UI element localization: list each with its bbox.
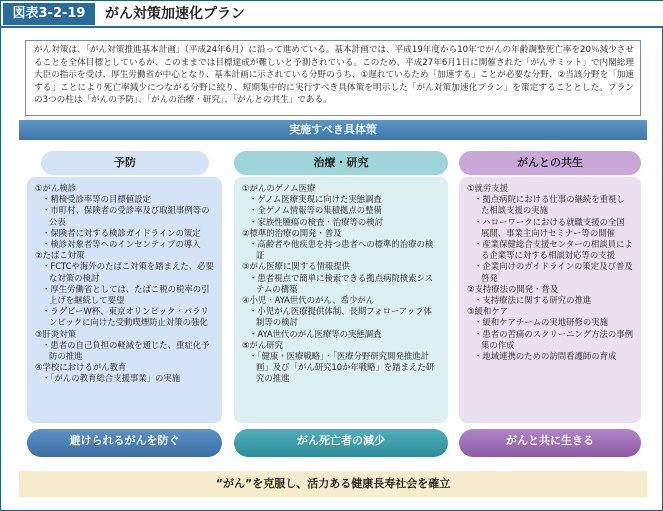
list-item: ・緩和ケアチームの実地研修の実施 <box>474 317 608 328</box>
section-heading: ③がん医療に関する情報提供 <box>242 261 351 272</box>
section-heading: ⑤がん研究 <box>242 339 284 350</box>
list-item: ・小児がん医療提供体制、長期フォローアップ体制等の検討 <box>249 306 432 328</box>
section-heading: ③肝炎対策 <box>35 328 77 339</box>
list-item: ・患者視点で簡単に検索できる拠点病院検索システムの構築 <box>249 272 433 294</box>
column-prevention <box>27 177 222 423</box>
section-heading: ①がんのゲノム医療 <box>242 183 316 193</box>
list-item: ・AYA世代のがん医療等の実態調査 <box>249 328 382 339</box>
list-item: ・地域連携のための訪問看護師の育成 <box>474 351 617 362</box>
section-heading: ②支持療法の開発・普及 <box>467 283 559 294</box>
column-heading-prevention: 予防 <box>41 151 209 175</box>
section-heading: ②たばこ対策 <box>35 250 85 261</box>
outcome-coexistence: がんと共に生きる <box>459 429 641 457</box>
section-heading: ④小児・AYA世代のがん、希少がん <box>242 295 375 306</box>
footer-goal: “がん”を克服し、活力ある健康長寿社会を確立 <box>19 471 647 497</box>
list-item: ・全ゲノム情報等の集積拠点の整備 <box>249 205 382 216</box>
figure-header <box>1 1 663 27</box>
figure-title: がん対策加速化プラン <box>105 6 245 22</box>
list-item: ・家族性腫瘍の検査・治療等の検討 <box>249 216 383 227</box>
outcome-prevention: 避けられるがんを防ぐ <box>27 429 222 457</box>
section-heading: ①がん検診 <box>35 183 77 193</box>
column-heading-treatment-research: 治療・研究 <box>234 151 448 175</box>
list-item: ・高齢者や他疾患を持つ患者への標準的治療の検証 <box>249 239 434 261</box>
header-divider <box>1 26 663 28</box>
column-treatment-research <box>234 177 448 423</box>
list-item: ・企業向けのガイドラインの策定及び普及啓発 <box>474 261 633 283</box>
list-item: ・「健康・医療戦略」・「医療分野研究開発推進計画」及び「がん研究10か年戦略」を踏まえた研究の推進 <box>249 351 435 384</box>
column-heading-coexistence: がんとの共生 <box>459 151 641 175</box>
list-item: ・産業保健総合支援センターの相談員による企業等に対する相談対応等の支援 <box>474 239 633 261</box>
list-item: ・患者の苦痛のスクリーニング方法の事例集の作成 <box>474 328 633 350</box>
outcome-treatment-research: がん死亡者の減少 <box>234 429 448 457</box>
list-item: ・厚生労働省としては、たばこ税の税率の引上げを継続して要望 <box>42 283 210 306</box>
list-item: ・精検受診率等の目標値設定 <box>42 194 151 205</box>
column-coexistence <box>459 177 641 423</box>
list-item: ・ハローワークにおける就職支援の全国展開、事業主向けセミナー等の開催 <box>474 216 625 238</box>
figure-label: 図表3-2-19 <box>3 3 95 25</box>
list-item: ・患者の自己負担の軽減を通じた、重症化予防の推進 <box>42 339 210 362</box>
section-heading: ④学校におけるがん教育 <box>35 362 127 373</box>
intro-paragraph: がん対策は、「がん対策推進基本計画」（平成24年6月）に沿って進めている。基本計画では、平成19年度から10年でがんの年齢調整死亡率を20％減少させることを全体目標としているが、このままでは目標達成が難しいと予測されている。このため、平成27年6月1日に開催された「がんサミット」で内閣総理大臣の指示を受け、厚生労働省が中心となり、基本計画に示されている分野のうち、①遅れているため「加速する」ことが必要な分野、②当該分野を「加速する」ことにより死亡率減少につながる分野に絞り、短期集中的に実行すべき具体策を明示した「がん対策加速化プラン」を策定することとした。プランの3つの柱は「がんの予防」、「がんの治療・研究」、「がんとの共生」である。 <box>25 40 641 116</box>
list-item: ・支持療法に関する研究の推進 <box>474 295 592 306</box>
section-heading: ①就労支援 <box>467 183 509 193</box>
list-item: ・市町村、保険者の受診率及び取組事例等の公表 <box>42 205 210 227</box>
section-heading: ③緩和ケア <box>467 306 509 317</box>
measures-band: 実施すべき具体策 <box>19 120 647 140</box>
list-item: ・FCTCや海外のたばこ対策を踏まえた、必要な対策の検討 <box>42 261 214 283</box>
list-item: ・拠点病院における仕事の継続を重視した相談支援の実施 <box>474 194 625 216</box>
list-item: ・「がんの教育総合支援事業」の実施 <box>42 373 181 384</box>
list-item: ・検診対象者等へのインセンティブの導入 <box>42 239 201 250</box>
list-item: ・保険者に対する検診ガイドラインの策定 <box>42 227 201 238</box>
section-heading: ②標準的治療の開発・普及 <box>242 227 342 238</box>
list-item: ・ラグビーW杯、東京オリンピック・パラリンピックに向けた受動喫煙防止対策の強化 <box>42 306 209 328</box>
list-item: ・ゲノム医療実現に向けた実態調査 <box>249 194 382 205</box>
